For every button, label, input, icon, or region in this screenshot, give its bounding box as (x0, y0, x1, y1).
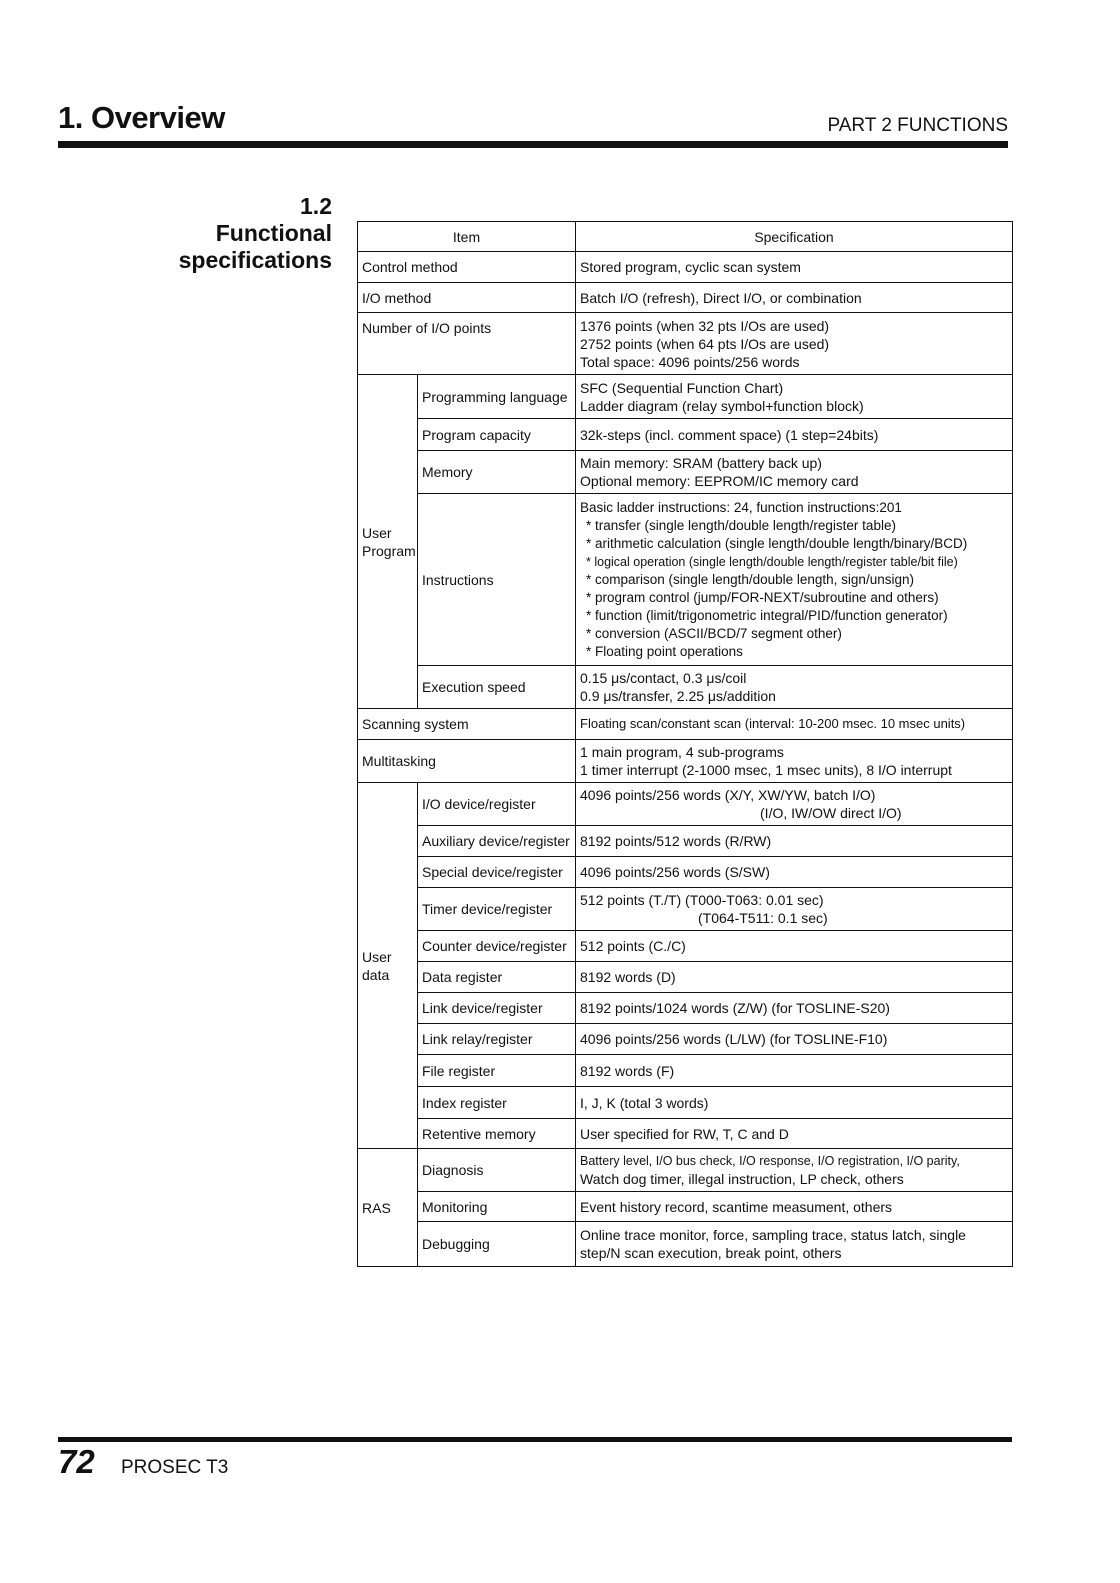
spec-line: 1376 points (when 32 pts I/Os are used) (580, 317, 830, 334)
spec-line: step/N scan execution, break point, others (580, 1245, 842, 1261)
spec-cell: 8192 points/1024 words (Z/W) (for TOSLINE-S20) (576, 993, 1013, 1024)
spec-line: 512 points (T./T) (T000-T063: 0.01 sec) (580, 892, 824, 908)
item-cell: Memory (418, 451, 576, 494)
group-label-line: Program (362, 542, 416, 559)
section-title-line2: specifications (178, 247, 332, 273)
item-cell: Program capacity (418, 419, 576, 451)
page-number: 72 (58, 1443, 95, 1480)
item-cell: Retentive memory (418, 1119, 576, 1149)
spec-cell (576, 783, 1013, 826)
spec-line: * arithmetic calculation (single length/double length/binary/BCD) (586, 535, 968, 551)
spec-line: * comparison (single length/double length, sign/unsign) (586, 571, 914, 587)
item-cell: Monitoring (418, 1192, 576, 1222)
product-name: PROSEC T3 (121, 1457, 229, 1478)
chapter-title: 1. Overview (58, 100, 225, 135)
item-cell: Diagnosis (418, 1149, 576, 1192)
spec-line: Watch dog timer, illegal instruction, LP check, others (580, 1171, 904, 1187)
footer-rule (58, 1437, 1012, 1442)
table-row (358, 931, 1013, 962)
item-cell: Execution speed (418, 666, 576, 709)
spec-cell (576, 666, 1013, 709)
spec-line: * Floating point operations (586, 643, 743, 659)
item-cell: Programming language (418, 375, 576, 419)
table-row (358, 1087, 1013, 1119)
spec-line: 0.9 μs/transfer, 2.25 μs/addition (580, 688, 776, 704)
part-label: PART 2 FUNCTIONS (827, 115, 1008, 136)
column-header-spec: Specification (576, 222, 1013, 252)
spec-line: Optional memory: EEPROM/IC memory card (580, 473, 859, 489)
spec-cell: Batch I/O (refresh), Direct I/O, or combination (576, 283, 1013, 313)
header-rule (58, 141, 1008, 148)
column-header-item: Item (358, 222, 576, 252)
spec-cell: User specified for RW, T, C and D (576, 1119, 1013, 1149)
spec-line: 1 timer interrupt (2-1000 msec, 1 msec units), 8 I/O interrupt (580, 762, 952, 778)
spec-cell: 8192 words (F) (576, 1055, 1013, 1087)
spec-cell: 4096 points/256 words (L/LW) (for TOSLINE-F10) (576, 1024, 1013, 1055)
table-row (358, 857, 1013, 888)
spec-line: 2752 points (when 64 pts I/Os are used) (580, 335, 830, 352)
spec-line: Online trace monitor, force, sampling trace, status latch, single (580, 1227, 966, 1243)
item-cell: Number of I/O points (358, 313, 576, 375)
item-cell: Special device/register (418, 857, 576, 888)
group-label-line: User (362, 948, 392, 965)
spec-cell (576, 494, 1013, 666)
spec-cell: 512 points (C./C) (576, 931, 1013, 962)
item-cell: Timer device/register (418, 888, 576, 931)
spec-cell (576, 1222, 1013, 1267)
functional-spec-table (357, 221, 1013, 1267)
spec-line: * conversion (ASCII/BCD/7 segment other) (586, 625, 842, 641)
item-cell: Debugging (418, 1222, 576, 1267)
spec-cell (576, 375, 1013, 419)
item-cell: Counter device/register (418, 931, 576, 962)
table-row (358, 283, 1013, 313)
group-label-line: data (362, 966, 390, 983)
item-cell: Instructions (418, 494, 576, 666)
spec-line: (T064-T511: 0.1 sec) (698, 910, 828, 926)
table-row (358, 962, 1013, 993)
item-cell: Link device/register (418, 993, 576, 1024)
spec-line: Main memory: SRAM (battery back up) (580, 455, 822, 471)
item-cell: File register (418, 1055, 576, 1087)
spec-cell: Floating scan/constant scan (interval: 10-200 msec. 10 msec units) (576, 709, 1013, 740)
table-row (358, 993, 1013, 1024)
table-row (358, 888, 1013, 931)
table-row (358, 709, 1013, 740)
table-row (358, 740, 1013, 783)
section-heading (150, 193, 332, 274)
section-number: 1.2 (300, 193, 332, 219)
table-row (358, 419, 1013, 451)
spec-line: * function (limit/trigonometric integral/PID/function generator) (586, 607, 948, 623)
spec-cell (576, 451, 1013, 494)
group-label-line: User (362, 524, 392, 541)
item-cell: I/O device/register (418, 783, 576, 826)
table-row (358, 451, 1013, 494)
table-row (358, 783, 1013, 826)
item-cell: Control method (358, 252, 576, 283)
spec-cell: 8192 points/512 words (R/RW) (576, 826, 1013, 857)
table-row (358, 252, 1013, 283)
group-label-user-program (358, 375, 418, 709)
spec-line: 4096 points/256 words (X/Y, XW/YW, batch I/O) (580, 787, 876, 803)
spec-line: Basic ladder instructions: 24, function instructions:201 (580, 499, 902, 515)
spec-cell: 4096 points/256 words (S/SW) (576, 857, 1013, 888)
spec-cell (576, 888, 1013, 931)
table-row (358, 826, 1013, 857)
table-row (358, 1119, 1013, 1149)
spec-line: Battery level, I/O bus check, I/O response, I/O registration, I/O parity, (580, 1154, 960, 1168)
spec-cell (576, 313, 1013, 375)
spec-line: * transfer (single length/double length/register table) (586, 517, 896, 533)
spec-line: 1 main program, 4 sub-programs (580, 744, 784, 760)
spec-line: * program control (jump/FOR-NEXT/subroutine and others) (586, 589, 939, 605)
item-cell: Data register (418, 962, 576, 993)
table-row (358, 375, 1013, 419)
group-label-ras: RAS (358, 1149, 418, 1267)
table-row (358, 1024, 1013, 1055)
spec-cell: Stored program, cyclic scan system (576, 252, 1013, 283)
table-row (358, 494, 1013, 666)
spec-cell: I, J, K (total 3 words) (576, 1087, 1013, 1119)
group-label-user-data (358, 783, 418, 1149)
table-row (358, 1149, 1013, 1192)
spec-line: Total space: 4096 points/256 words (580, 353, 800, 370)
table-row (358, 1055, 1013, 1087)
spec-line: SFC (Sequential Function Chart) (580, 379, 784, 396)
spec-cell (576, 1149, 1013, 1192)
spec-line: Ladder diagram (relay symbol+function block) (580, 397, 864, 414)
spec-line: (I/O, IW/OW direct I/O) (760, 805, 902, 821)
spec-line: 0.15 μs/contact, 0.3 μs/coil (580, 670, 747, 686)
item-cell: Multitasking (358, 740, 576, 783)
table-header-row (358, 222, 1013, 252)
item-cell: Auxiliary device/register (418, 826, 576, 857)
table-row (358, 1222, 1013, 1267)
table-row (358, 313, 1013, 375)
section-title-line1: Functional (215, 220, 332, 246)
item-cell: Scanning system (358, 709, 576, 740)
spec-cell (576, 740, 1013, 783)
item-cell: I/O method (358, 283, 576, 313)
item-cell: Index register (418, 1087, 576, 1119)
spec-cell: Event history record, scantime measument, others (576, 1192, 1013, 1222)
spec-cell: 8192 words (D) (576, 962, 1013, 993)
spec-cell: 32k-steps (incl. comment space) (1 step=24bits) (576, 419, 1013, 451)
table-row (358, 666, 1013, 709)
spec-line: * logical operation (single length/double length/register table/bit file) (586, 554, 958, 569)
table-row (358, 1192, 1013, 1222)
item-cell: Link relay/register (418, 1024, 576, 1055)
